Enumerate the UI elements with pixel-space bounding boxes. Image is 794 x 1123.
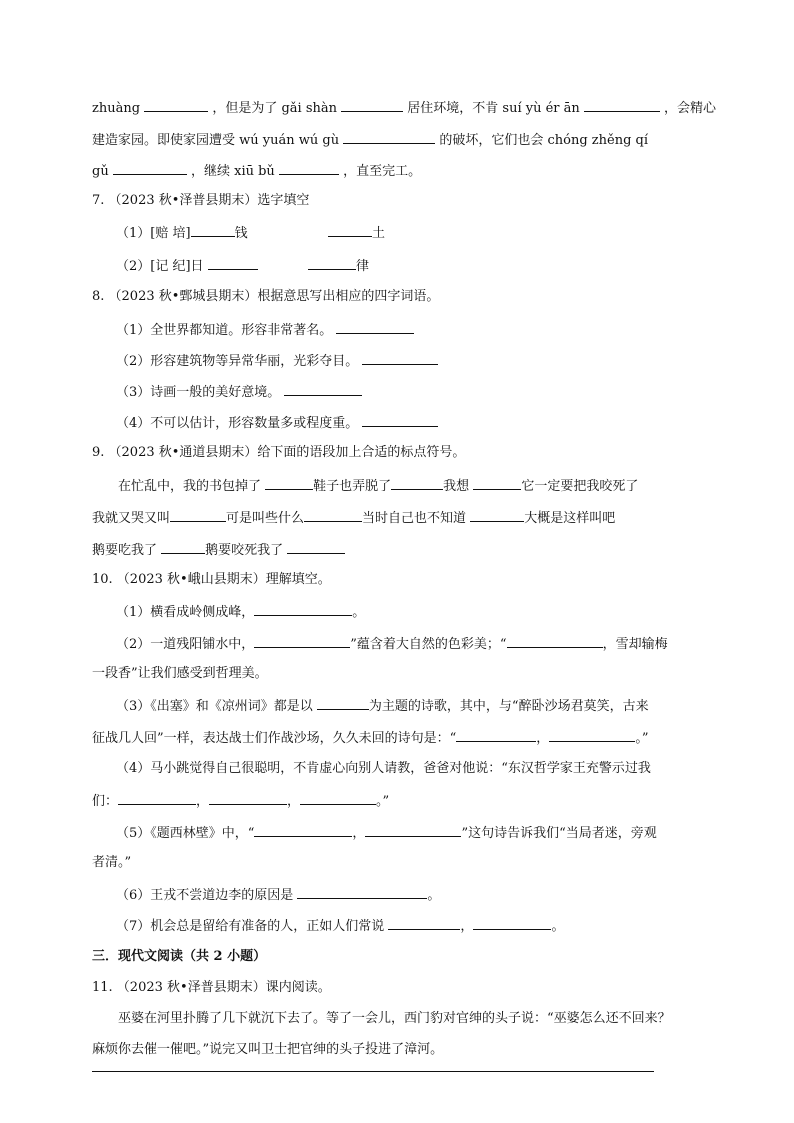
q7-item-2b [308,255,369,277]
answer-blank[interactable] [170,507,226,522]
q9-title: 9. （2023 秋•通道县期末）给下面的语段加上合适的标点符号。 [92,445,466,460]
q10-item-7 [116,915,564,937]
q10-item-3 [116,695,649,717]
item-text: （2）形容建筑物等异常华丽，光彩夺目。 [116,354,359,369]
paragraph-text: 鹅要咬死我了 [205,543,284,558]
q10-item-4: （4）马小跳觉得自己很聪明，不肯虚心向别人请教，爸爸对他说：“东汉哲学家王充警示过我 [116,761,651,776]
answer-blank[interactable] [456,727,536,742]
q10-item-5-cont: 者清。” [92,855,132,870]
item-text: （2）一道残阳铺水中， [116,637,255,652]
item-text: （5）《题西林壁》中，“ [116,826,255,841]
answer-blank[interactable] [265,475,313,490]
item-text: （1）全世界都知道。形容非常著名。 [116,323,333,338]
paragraph-text: 鹅要吃我了 [92,543,158,558]
q10-item-1 [116,601,365,623]
answer-blank[interactable] [308,255,356,270]
prompt-text: ，继续 xiū bǔ [190,164,275,179]
q8-title: 8. （2023 秋•鄄城县期末）根据意思写出相应的四字词语。 [92,289,440,304]
q7-item-1 [116,222,248,244]
intro-line-2 [92,129,648,151]
item-text: （3）《出塞》和《凉州词》都是以 [116,699,313,714]
paragraph-text: 当时自己也不知道 [362,511,467,526]
q10-item-4-cont [92,790,389,812]
item-text: 。 [551,919,565,934]
q10-item-2 [116,633,668,655]
answer-blank[interactable] [362,412,438,427]
answer-blank[interactable] [287,539,345,554]
paragraph-text: 鞋子也弄脱了 [313,479,392,494]
pinyin-text: zhuàng [92,101,141,116]
answer-blank[interactable] [391,475,443,490]
item-text: ”这句诗告诉我们“当局者迷，旁观 [461,826,657,841]
paragraph-text: 大概是这样叫吧 [524,511,616,526]
prompt-text: ，会精心 [664,101,717,116]
answer-blank[interactable] [144,97,208,112]
item-text: ， [536,731,550,746]
q11-paragraph-line-2: 麻烦你去催一催吧。”说完又叫卫士把官绅的头子投进了漳河。 [92,1042,444,1057]
answer-blank[interactable] [279,160,339,175]
item-text: ， [196,794,210,809]
item-text: （4）不可以估计，形容数量多或程度重。 [116,416,359,431]
q8-item-2 [116,350,438,372]
intro-line-1 [92,97,716,119]
answer-blank[interactable] [343,129,435,144]
item-text: ，雪却输梅 [602,637,668,652]
item-text: ”蕴含着大自然的色彩美；“ [350,637,507,652]
prompt-text: ，直至完工。 [343,164,422,179]
answer-blank[interactable] [254,601,352,616]
item-text: ， [352,826,366,841]
q8-item-1 [116,319,414,341]
answer-blank[interactable] [300,790,376,805]
q9-line-1 [118,475,638,497]
q10-item-6 [116,884,440,906]
answer-blank[interactable] [209,790,287,805]
answer-blank[interactable] [118,790,196,805]
item-text: ， [460,919,474,934]
prompt-text: 居住环境，不肯 suí yù ér ān [407,101,580,116]
item-text: （7）机会总是留给有准备的人，正如人们常说 [116,919,385,934]
q8-item-4 [116,412,438,434]
q10-title: 10. （2023 秋•峨山县期末）理解填空。 [92,572,331,587]
item-text: （1）横看成岭侧成峰， [116,605,255,620]
q7-item-1b [328,222,385,244]
q11-paragraph-line-1: 巫婆在河里扑腾了几下就沉下去了。等了一会儿，西门豹对官绅的头子说：“巫婆怎么还不回来？ [118,1011,671,1026]
paragraph-text: 可是叫些什么 [226,511,305,526]
prompt-text: 建造家园。即使家园遭受 wú yuán wú gù [92,133,340,148]
item-text: 们： [92,794,119,809]
q7-item-2 [116,255,258,277]
item-text: （3）诗画一般的美好意境。 [116,385,281,400]
paragraph-text: 它一定要把我咬死了 [521,479,639,494]
paragraph-text: 我想 [443,479,470,494]
section-heading: 三．现代文阅读（共 2 小题） [92,949,267,964]
answer-blank[interactable] [328,222,372,237]
q10-item-5 [116,822,657,844]
item-text: 土 [372,226,386,241]
answer-blank[interactable] [317,695,369,710]
answer-blank[interactable] [388,915,460,930]
answer-blank[interactable] [362,350,438,365]
item-text: 。 [427,888,441,903]
answer-blank[interactable] [284,381,362,396]
answer-blank[interactable] [507,633,603,648]
item-text: 。” [635,731,649,746]
item-text: 。 [352,605,366,620]
answer-blank[interactable] [297,884,427,899]
item-text: 。” [376,794,390,809]
item-text: 为主题的诗歌，其中，与“醉卧沙场君莫笑，古来 [368,699,649,714]
item-text: ， [287,794,301,809]
q10-item-3-cont [92,727,648,749]
answer-blank[interactable] [584,97,660,112]
paragraph-text: 我就又哭又叫 [92,511,171,526]
answer-blank[interactable] [473,915,551,930]
q8-item-3 [116,381,362,403]
answer-blank[interactable] [336,319,414,334]
item-text: 钱 [234,226,248,241]
q7-title: 7. （2023 秋•泽普县期末）选字填空 [92,193,310,208]
answer-blank[interactable] [470,507,524,522]
answer-blank[interactable] [473,475,521,490]
item-text: （1）[赔 培] [116,226,191,241]
paragraph-text: 在忙乱中，我的书包掉了 [118,479,262,494]
item-text: 律 [356,259,370,274]
q9-line-2 [92,507,615,529]
q9-line-3 [92,539,345,561]
answer-blank[interactable] [161,539,205,554]
item-text: （2）[记 纪]日 [116,259,204,274]
item-text: （6）王戎不尝道边李的原因是 [116,888,294,903]
q10-item-2-cont: 一段香”让我们感受到哲理美。 [92,666,268,681]
answer-blank[interactable] [113,160,187,175]
intro-line-3 [92,160,421,182]
answer-blank[interactable] [365,822,461,837]
answer-blank[interactable] [549,727,635,742]
answer-blank[interactable] [254,633,350,648]
answer-line[interactable] [92,1071,654,1072]
answer-blank[interactable] [254,822,352,837]
answer-blank[interactable] [191,222,235,237]
answer-blank[interactable] [304,507,362,522]
prompt-text: 的破坏，它们也会 chóng zhěng qí [439,133,649,148]
answer-blank[interactable] [341,97,403,112]
q11-title: 11. （2023 秋•泽普县期末）课内阅读。 [92,980,331,995]
prompt-text: ，但是为了 gǎi shàn [212,101,337,116]
pinyin-text: gǔ [92,164,109,179]
answer-blank[interactable] [208,255,258,270]
item-text: 征战几人回”一样，表达战士们作战沙场，久久未回的诗句是：“ [92,731,457,746]
